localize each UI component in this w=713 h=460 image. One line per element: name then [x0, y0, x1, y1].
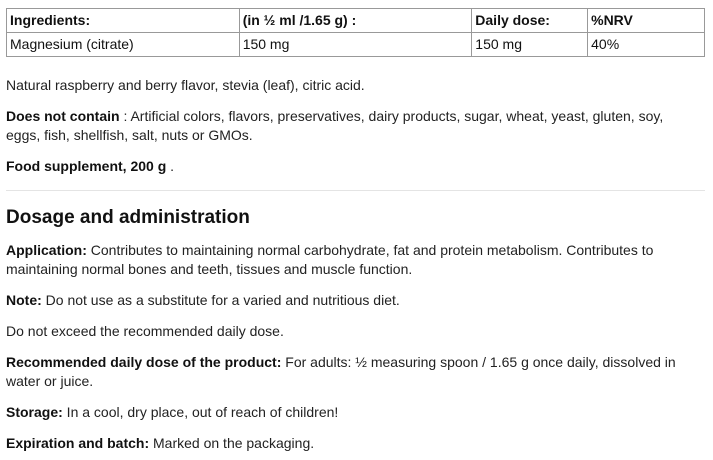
application-paragraph — [6, 241, 696, 279]
expiration-text: Marked on the packaging. — [149, 435, 315, 451]
expiration-paragraph — [6, 434, 696, 453]
cell-portion-amount: 150 mg — [239, 33, 472, 57]
header-portion: (in ½ ml /1.65 g) : — [239, 9, 472, 33]
table-header-row — [7, 9, 705, 33]
storage-label: Storage: — [6, 404, 63, 420]
note-text: Do not use as a substitute for a varied and nutritious diet. — [41, 292, 400, 308]
note-label: Note: — [6, 292, 42, 308]
header-daily-dose: Daily dose: — [472, 9, 588, 33]
cell-daily-dose: 150 mg — [472, 33, 588, 57]
header-ingredients: Ingredients: — [7, 9, 240, 33]
ingredients-table — [6, 8, 705, 57]
expiration-label: Expiration and batch: — [6, 435, 150, 451]
food-supplement-label: Food supplement, 200 g — [6, 158, 167, 174]
recommended-dose-text: For adults: ½ measuring spoon / 1.65 g once daily, dissolved in water or juice. — [6, 354, 676, 389]
section-divider — [6, 190, 705, 191]
food-supplement-paragraph — [6, 157, 696, 176]
table-row — [7, 33, 705, 57]
does-not-contain-paragraph — [6, 107, 696, 145]
does-not-contain-text: : Artificial colors, flavors, preservatives, dairy products, sugar, wheat, yeast, gluten, soy, eggs, fish, shellfish, salt, nuts or GMOs. — [6, 108, 664, 143]
header-nrv: %NRV — [588, 9, 705, 33]
note-paragraph — [6, 291, 696, 310]
recommended-dose-paragraph — [6, 353, 696, 391]
storage-paragraph — [6, 403, 696, 422]
recommended-dose-label: Recommended daily dose of the product: — [6, 354, 282, 370]
cell-ingredient: Magnesium (citrate) — [7, 33, 240, 57]
application-text: Contributes to maintaining normal carbohydrate, fat and protein metabolism. Contributes to maintaining normal bones and teeth, tissues and muscle function. — [6, 242, 654, 277]
dosage-heading: Dosage and administration — [6, 207, 250, 228]
cell-nrv: 40% — [588, 33, 705, 57]
food-supplement-text: . — [166, 158, 175, 174]
composition-text: Natural raspberry and berry flavor, stevia (leaf), citric acid. — [6, 77, 365, 93]
application-label: Application: — [6, 242, 87, 258]
warning-text: Do not exceed the recommended daily dose. — [6, 323, 284, 339]
storage-text: In a cool, dry place, out of reach of children! — [62, 404, 339, 420]
does-not-contain-label: Does not contain — [6, 108, 120, 124]
